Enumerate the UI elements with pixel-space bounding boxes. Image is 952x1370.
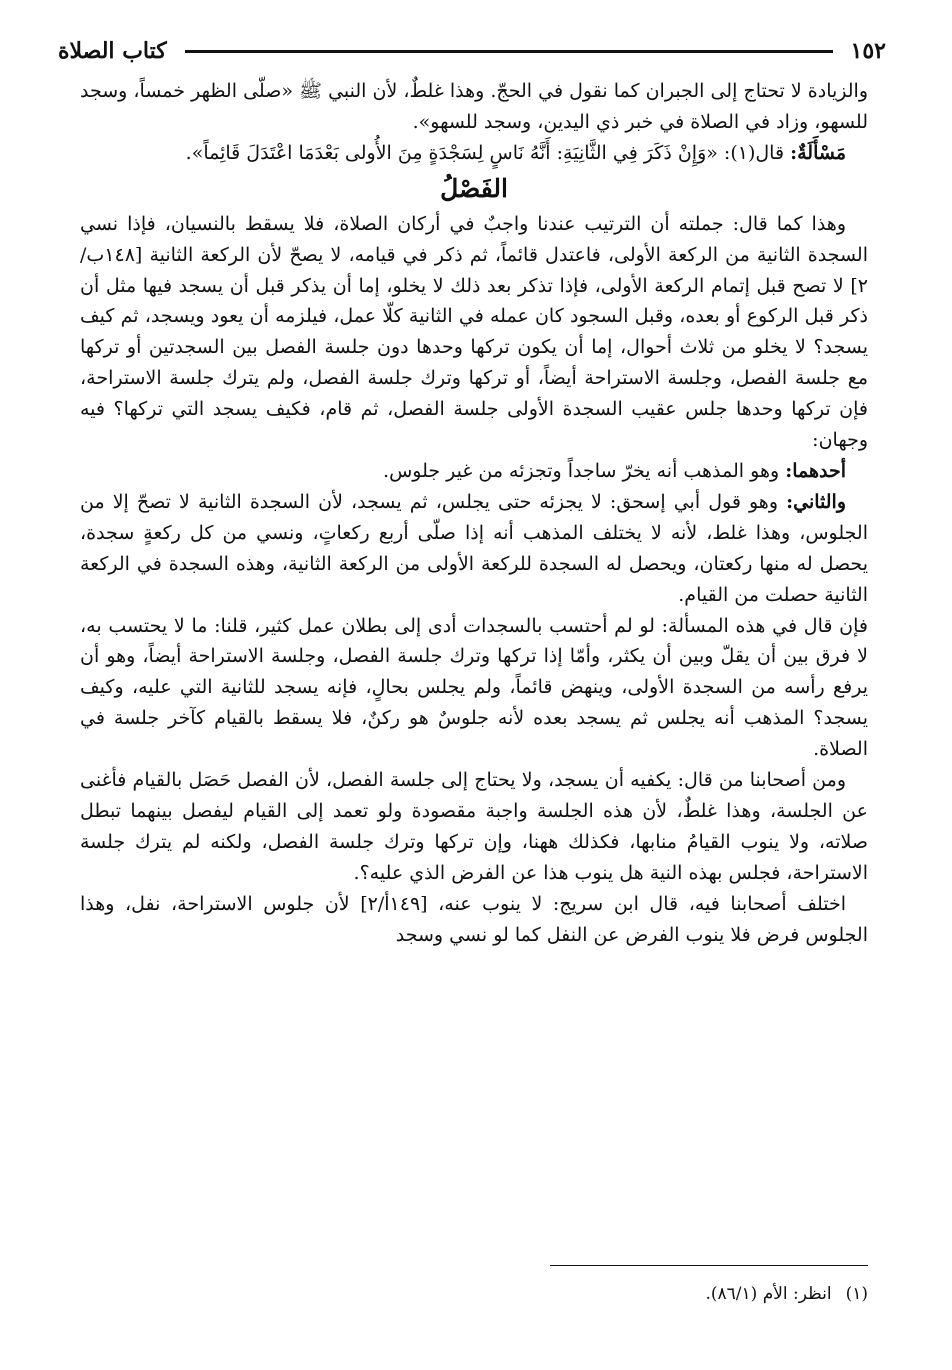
masala-text: قال(١): «وَإِنْ ذَكَرَ فِي الثَّانِيَةِ: أَنَّهُ نَاسٍ لِسَجْدَةٍ مِنَ الأُولى بَعْدَمَا اعْتَدَلَ قَائِماً». [185,141,785,164]
first-view-text: وهو المذهب أنه يخرّ ساجداً وتجزئه من غير جلوس. [383,459,780,482]
footnote-marker: (١) [845,1284,868,1304]
masala-label: مَسْأَلَةٌ: [790,141,846,164]
section-heading: الفَصْلُ [440,173,508,203]
paragraph-3: فإن قال في هذه المسألة: لو لم أحتسب بالسجدات أدى إلى بطلان عمل كثير، قلنا: ما لا يحتسب به، لا فرق بين أن يقلّ وبين أن يكثر، وأمّا إذا تركها وترك جلسة الفصل، وجلسة الاستراحة أيضاً، وهو أن يرفع رأسه من السجدة الأولى، وينهض قائماً، ولم يجلس بحالٍ، فإنه يسجد للثانية التي عليه، وكيف يسجد؟ المذهب أنه يجلس ثم يسجد بعده لأنه جلوسٌ هو ركنٌ، فلا يسقط بالقيام كآخر جلسة في الصلاة. [80,614,868,761]
header-rule [185,50,833,53]
paragraph-2: وهذا كما قال: جملته أن الترتيب عندنا واجبٌ في أركان الصلاة، فلا يسقط بالنسيان، فإذا نسي السجدة الثانية من الركعة الأولى، فاعتدل قائماً، ثم ذكر في قيامه، لا يصحّ لأن الركعة الثانية [١٤٨ب/٢] لا تصح قبل إتمام الركعة الأولى، فإذا تذكر بعد ذلك لا يخلو، إما أن يذكر قبل أن يسجد فيها مثل أن ذكر قبل الركوع أو بعده، وقبل السجود كان عمله في الثانية كلّا عمل، فيلزمه أن يعود ويسجد، ثم كيف يسجد؟ لا يخلو من ثلاث أحوال، إما أن يكون تركها وحدها دون جلسة الفصل بين السجدتين أو تركها مع جلسة الفصل، وجلسة الاستراحة أيضاً، أو تركها وترك جلسة الفصل، ولم يترك جلسة الاستراحة، فإن تركها وحدها جلس عقيب السجدة الأولى جلسة الفصل، ثم قام، فكيف يسجد التي تركها؟ فيه وجهان: [80,212,868,452]
page-header [58,34,886,68]
page-body [80,76,868,950]
book-title: كتاب الصلاة [58,38,167,64]
paragraph-5: اختلف أصحابنا فيه، قال ابن سريج: لا ينوب عنه، [١٤٩أ/٢] لأن جلوس الاستراحة، نفل، وهذا الجلوس فرض فلا ينوب الفرض عن النفل كما لو نسي وسجد [80,892,868,946]
paragraph-1: والزيادة لا تحتاج إلى الجبران كما نقول في الحجّ. وهذا غلطٌ، لأن النبي ﷺ «صلّى الظهر خمساً، وسجد للسهو، وزاد في الصلاة في خبر ذي اليدين، وسجد للسهو». [80,80,868,133]
first-view-paragraph [80,456,868,487]
second-view-text: وهو قول أبي إسحق: لا يجزئه حتى يجلس، ثم يسجد، لأن السجدة الثانية لا تصحّ إلا من الجلوس، وهذا غلط، لأنه لا يختلف المذهب أنه إذا صلّى أربع ركعاتٍ، ونسي من كل ركعةٍ سجدة، يحصل له منها ركعتان، ويحصل له السجدة للركعة الأولى من الركعة الثانية، وهذه السجدة في الركعة الثانية حصلت من القيام. [80,490,868,606]
second-view-paragraph [80,487,868,611]
second-view-label: والثاني: [786,490,846,513]
footnote-separator [550,1265,868,1266]
footnote-text: انظر: الأم (٨٦/١). [705,1284,832,1304]
masala-paragraph [80,138,868,169]
footnote [706,1281,869,1307]
paragraph-4: ومن أصحابنا من قال: يكفيه أن يسجد، ولا يحتاج إلى جلسة الفصل، لأن الفصل حَصَل بالقيام فأغنى عن الجلسة، وهذا غلطٌ، لأن هذه الجلسة واجبة مقصودة ولو تعمد إلى القيام ليفصل بينهما تبطل صلاته، ولا ينوب القيامُ منابها، فكذلك ههنا، وإن تركها وترك جلسة الفصل، ولكنه لم يترك جلسة الاستراحة، فجلس بهذه النية هل ينوب هذا عن الفرض الذي عليه؟. [80,769,868,884]
first-view-label: أحدهما: [785,459,846,482]
page-number: ١٥٢ [850,38,886,64]
